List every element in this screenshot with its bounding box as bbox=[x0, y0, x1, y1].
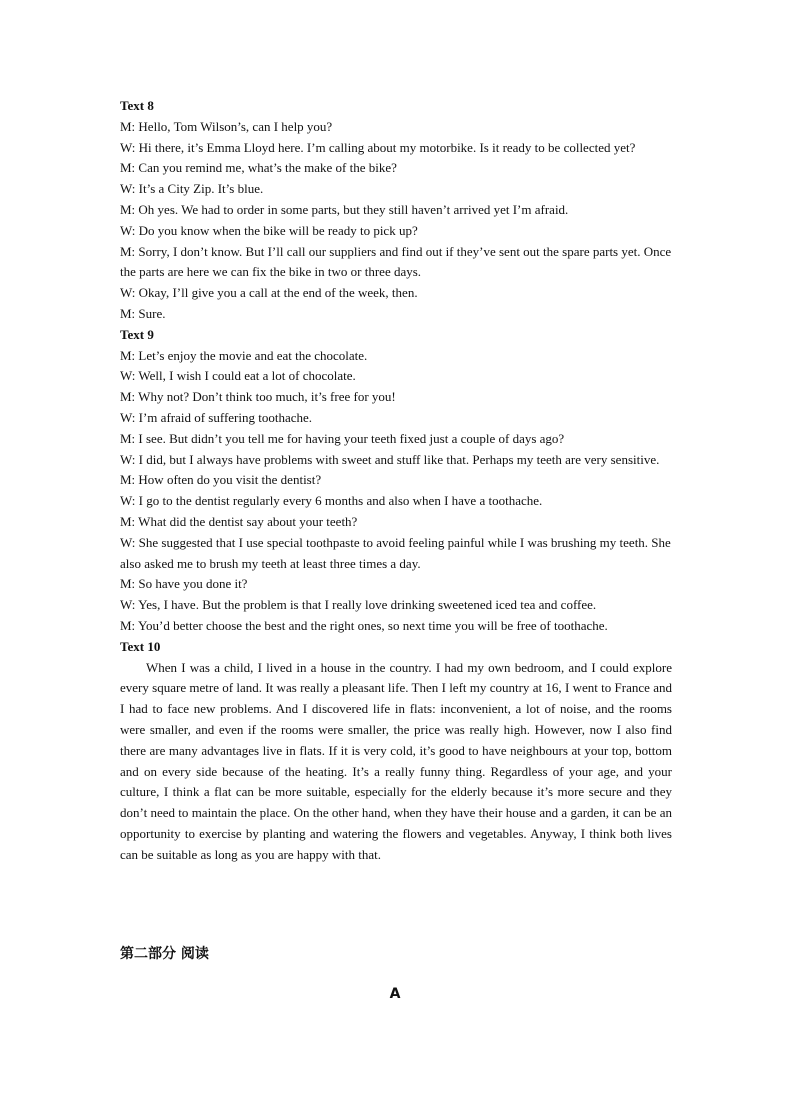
dialogue-line: W: It’s a City Zip. It’s blue. bbox=[120, 181, 264, 197]
dialogue-line: M: How often do you visit the dentist? bbox=[120, 472, 322, 488]
document-body bbox=[120, 96, 672, 865]
dialogue-line: M: You’d better choose the best and the right ones, so next time you will be free of toothache. bbox=[120, 617, 608, 633]
dialogue-line: M: Can you remind me, what’s the make of the bike? bbox=[120, 160, 397, 176]
dialogue-line: W: She suggested that I use special toothpaste to avoid feeling painful while I was brushing my teeth. She also asked me to brush my teeth at least three times a day. bbox=[120, 534, 671, 571]
dialogue-line: M: Oh yes. We had to order in some parts, but they still haven’t arrived yet I’m afraid. bbox=[120, 201, 569, 217]
dialogue-line: W: Yes, I have. But the problem is that I really love drinking sweetened iced tea and coffee. bbox=[120, 597, 597, 613]
dialogue-line: M: What did the dentist say about your teeth? bbox=[120, 513, 358, 529]
dialogue-line: W: I go to the dentist regularly every 6 months and also when I have a toothache. bbox=[120, 493, 543, 509]
dialogue-line: W: Okay, I’ll give you a call at the end of the week, then. bbox=[120, 285, 418, 301]
text9-heading: Text 9 bbox=[120, 326, 154, 342]
section-letter: A bbox=[389, 986, 401, 1002]
dialogue-line: W: Do you know when the bike will be ready to pick up? bbox=[120, 222, 418, 238]
dialogue-line: M: So have you done it? bbox=[120, 576, 248, 592]
dialogue-line: M: Let’s enjoy the movie and eat the chocolate. bbox=[120, 347, 368, 363]
dialogue-line: W: I’m afraid of suffering toothache. bbox=[120, 409, 313, 425]
dialogue-line: W: Hi there, it’s Emma Lloyd here. I’m calling about my motorbike. Is it ready to be collected yet? bbox=[120, 139, 636, 155]
section-title: 第二部分 阅读 bbox=[120, 946, 209, 962]
dialogue-line: M: Why not? Don’t think too much, it’s free for you! bbox=[120, 389, 396, 405]
text10-heading: Text 10 bbox=[120, 638, 161, 654]
dialogue-line: M: Sorry, I don’t know. But I’ll call our suppliers and find out if they’ve sent out the spare parts yet. Once the parts are here we can fix the bike in two or three days. bbox=[120, 243, 672, 280]
dialogue-line: W: Well, I wish I could eat a lot of chocolate. bbox=[120, 368, 356, 384]
dialogue-line: M: Hello, Tom Wilson’s, can I help you? bbox=[120, 118, 333, 134]
text8-heading: Text 8 bbox=[120, 98, 154, 113]
dialogue-line: M: I see. But didn’t you tell me for having your teeth fixed just a couple of days ago? bbox=[120, 430, 565, 446]
text10-paragraph: When I was a child, I lived in a house in the country. I had my own bedroom, and I could explore every square metre of land. It was really a pleasant life. Then I left my country at 16, I went to France and I had to face new problems. And I discovered life in flats: inconvenient, a lot of noise, and the rooms were smaller, and even if the rooms were smaller, the price was really high. However, now I also find there are many advantages live in flats. If it is very cold, it’s good to have neighbours at your top, bottom and on every side because of the heating. It’s a really funny thing. Regardless of your age, and your culture, I think a flat can be more suitable, especially for the elderly because it’s more secure and they don’t need to maintain the place. On the other hand, when they have their house and a garden, it can be an opportunity to exercise by planting and watering the flowers and vegetables. Anyway, I think both lives can be suitable as long as you are happy with that. bbox=[120, 659, 672, 862]
dialogue-line: W: I did, but I always have problems with sweet and stuff like that. Perhaps my teeth are very sensitive. bbox=[120, 451, 660, 467]
dialogue-line: M: Sure. bbox=[120, 305, 166, 321]
